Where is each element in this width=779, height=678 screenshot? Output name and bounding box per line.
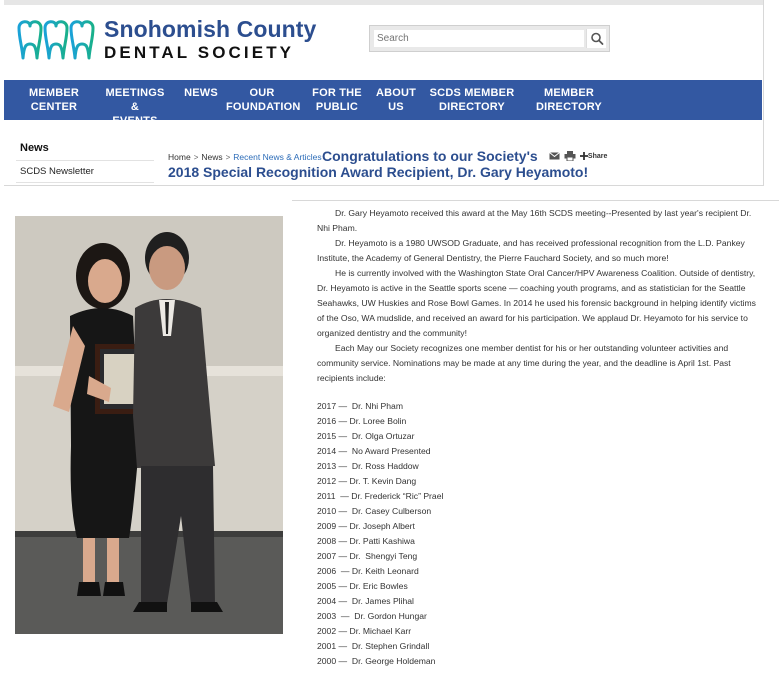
- email-icon[interactable]: [549, 152, 560, 160]
- list-item: 2000 — Dr. George Holdeman: [317, 656, 436, 666]
- logo-subtitle: DENTAL SOCIETY: [104, 43, 295, 62]
- list-item: 2006 — Dr. Keith Leonard: [317, 566, 419, 576]
- nav-label: US: [388, 101, 404, 113]
- list-item: 2001 — Dr. Stephen Grindall: [317, 641, 430, 651]
- nav-label: ABOUT: [375, 87, 417, 99]
- nav-label: CENTER: [30, 101, 78, 113]
- divider: [292, 200, 779, 201]
- tooth-logo-icon: [16, 16, 96, 62]
- breadcrumb: [168, 152, 322, 162]
- list-item: 2004 — Dr. James Plihal: [317, 596, 414, 606]
- list-item: 2005 — Dr. Eric Bowles: [317, 581, 408, 591]
- article-title-line1: Congratulations to our Society's: [322, 148, 538, 164]
- print-icon[interactable]: [564, 151, 576, 161]
- article-paragraph: Dr. Heyamoto is a 1980 UWSOD Graduate, and has received professional recognition from the L.D. Pankey Institute, the Academy of General Dentistry, the Pierre Fauchard Society, and so much more!: [317, 238, 745, 263]
- divider: [16, 160, 154, 161]
- award-photo: [15, 216, 283, 634]
- nav-label: DIRECTORY: [536, 101, 602, 113]
- list-item: 2002 — Dr. Michael Karr: [317, 626, 412, 636]
- nav-label: MEETINGS &: [105, 87, 165, 113]
- breadcrumb-separator: >: [225, 153, 231, 162]
- list-item: 2013 — Dr. Ross Haddow: [317, 461, 419, 471]
- search-button[interactable]: [586, 29, 606, 48]
- nav-label: NEWS: [184, 87, 218, 99]
- nav-label: PUBLIC: [315, 101, 359, 113]
- nav-label: SCDS MEMBER: [429, 87, 515, 99]
- search-input[interactable]: [374, 30, 584, 47]
- nav-for-the-public[interactable]: [308, 86, 366, 114]
- nav-member-directory[interactable]: [534, 86, 604, 114]
- plus-icon[interactable]: [580, 152, 588, 160]
- nav-label: FOR THE: [312, 87, 362, 99]
- nav-label: EVENTS: [112, 115, 158, 127]
- nav-label: MEMBER: [543, 87, 595, 99]
- breadcrumb-news[interactable]: News: [201, 152, 223, 162]
- list-item: 2015 — Dr. Olga Ortuzar: [317, 431, 415, 441]
- nav-label: OUR: [249, 87, 275, 99]
- breadcrumb-home[interactable]: Home: [168, 152, 191, 162]
- search-box: [369, 25, 610, 52]
- logo-title: Snohomish County: [104, 16, 317, 42]
- list-item: 2010 — Dr. Casey Culberson: [317, 506, 432, 516]
- breadcrumb-recent-news[interactable]: Recent News & Articles: [233, 152, 322, 162]
- site-logo[interactable]: [16, 16, 316, 66]
- main-nav: [4, 80, 762, 127]
- search-icon: [587, 29, 607, 48]
- list-item: 2011 — Dr. Frederick “Ric” Prael: [317, 491, 444, 501]
- list-item: 2008 — Dr. Patti Kashiwa: [317, 536, 415, 546]
- article-body: [317, 206, 762, 386]
- divider: [16, 182, 154, 183]
- list-item: 2012 — Dr. T. Kevin Dang: [317, 476, 417, 486]
- nav-label: MEMBER: [28, 87, 80, 99]
- nav-label: DIRECTORY: [439, 101, 505, 113]
- sidebar-heading: News: [20, 142, 49, 154]
- nav-about-us[interactable]: [372, 86, 420, 114]
- sidebar-item-scds-newsletter[interactable]: SCDS Newsletter: [20, 166, 94, 177]
- list-item: 2016 — Dr. Loree Bolin: [317, 416, 407, 426]
- breadcrumb-separator: >: [193, 153, 199, 162]
- list-item: 2009 — Dr. Joseph Albert: [317, 521, 415, 531]
- article-paragraph: Dr. Gary Heyamoto received this award at the May 16th SCDS meeting--Presented by last year's recipient Dr. Nhi Pham.: [317, 208, 752, 233]
- list-item: 2014 — No Award Presented: [317, 446, 431, 456]
- nav-our-foundation[interactable]: [226, 86, 301, 114]
- share-button[interactable]: Share: [587, 152, 608, 160]
- nav-label: FOUNDATION: [226, 101, 301, 113]
- article-title-line2: 2018 Special Recognition Award Recipient, Dr. Gary Heyamoto!: [168, 164, 589, 180]
- article-tools: [549, 151, 607, 163]
- nav-meetings-events[interactable]: [100, 86, 170, 128]
- nav-member-center[interactable]: [26, 86, 82, 114]
- list-item: 2017 — Dr. Nhi Pham: [317, 401, 403, 411]
- nav-scds-member-directory[interactable]: [428, 86, 516, 114]
- past-recipients-list: [317, 399, 443, 669]
- nav-news[interactable]: [182, 86, 220, 100]
- article-paragraph: Each May our Society recognizes one member dentist for his or her outstanding volunteer activities and community service. Nominations may be made at any time during the year, and the deadline is April 1st. Past recipients include:: [317, 343, 731, 383]
- article-paragraph: He is currently involved with the Washington State Oral Cancer/HPV Awareness Coalition. Outside of dentistry, Dr. Heyamoto is active in the Seattle sports scene — coaching youth programs, and as statistician for the Seattle Seahawks, UW Huskies and Rose Bowl Games. In 2014 he used his forensic background in helping identify victims of the Oso, WA mudslide, and received an award for his participation. We applaud Dr. Heyamoto for his service to organized dentistry and the community!: [317, 268, 756, 338]
- list-item: 2007 — Dr. Shengyi Teng: [317, 551, 418, 561]
- list-item: 2003 — Dr. Gordon Hungar: [317, 611, 427, 621]
